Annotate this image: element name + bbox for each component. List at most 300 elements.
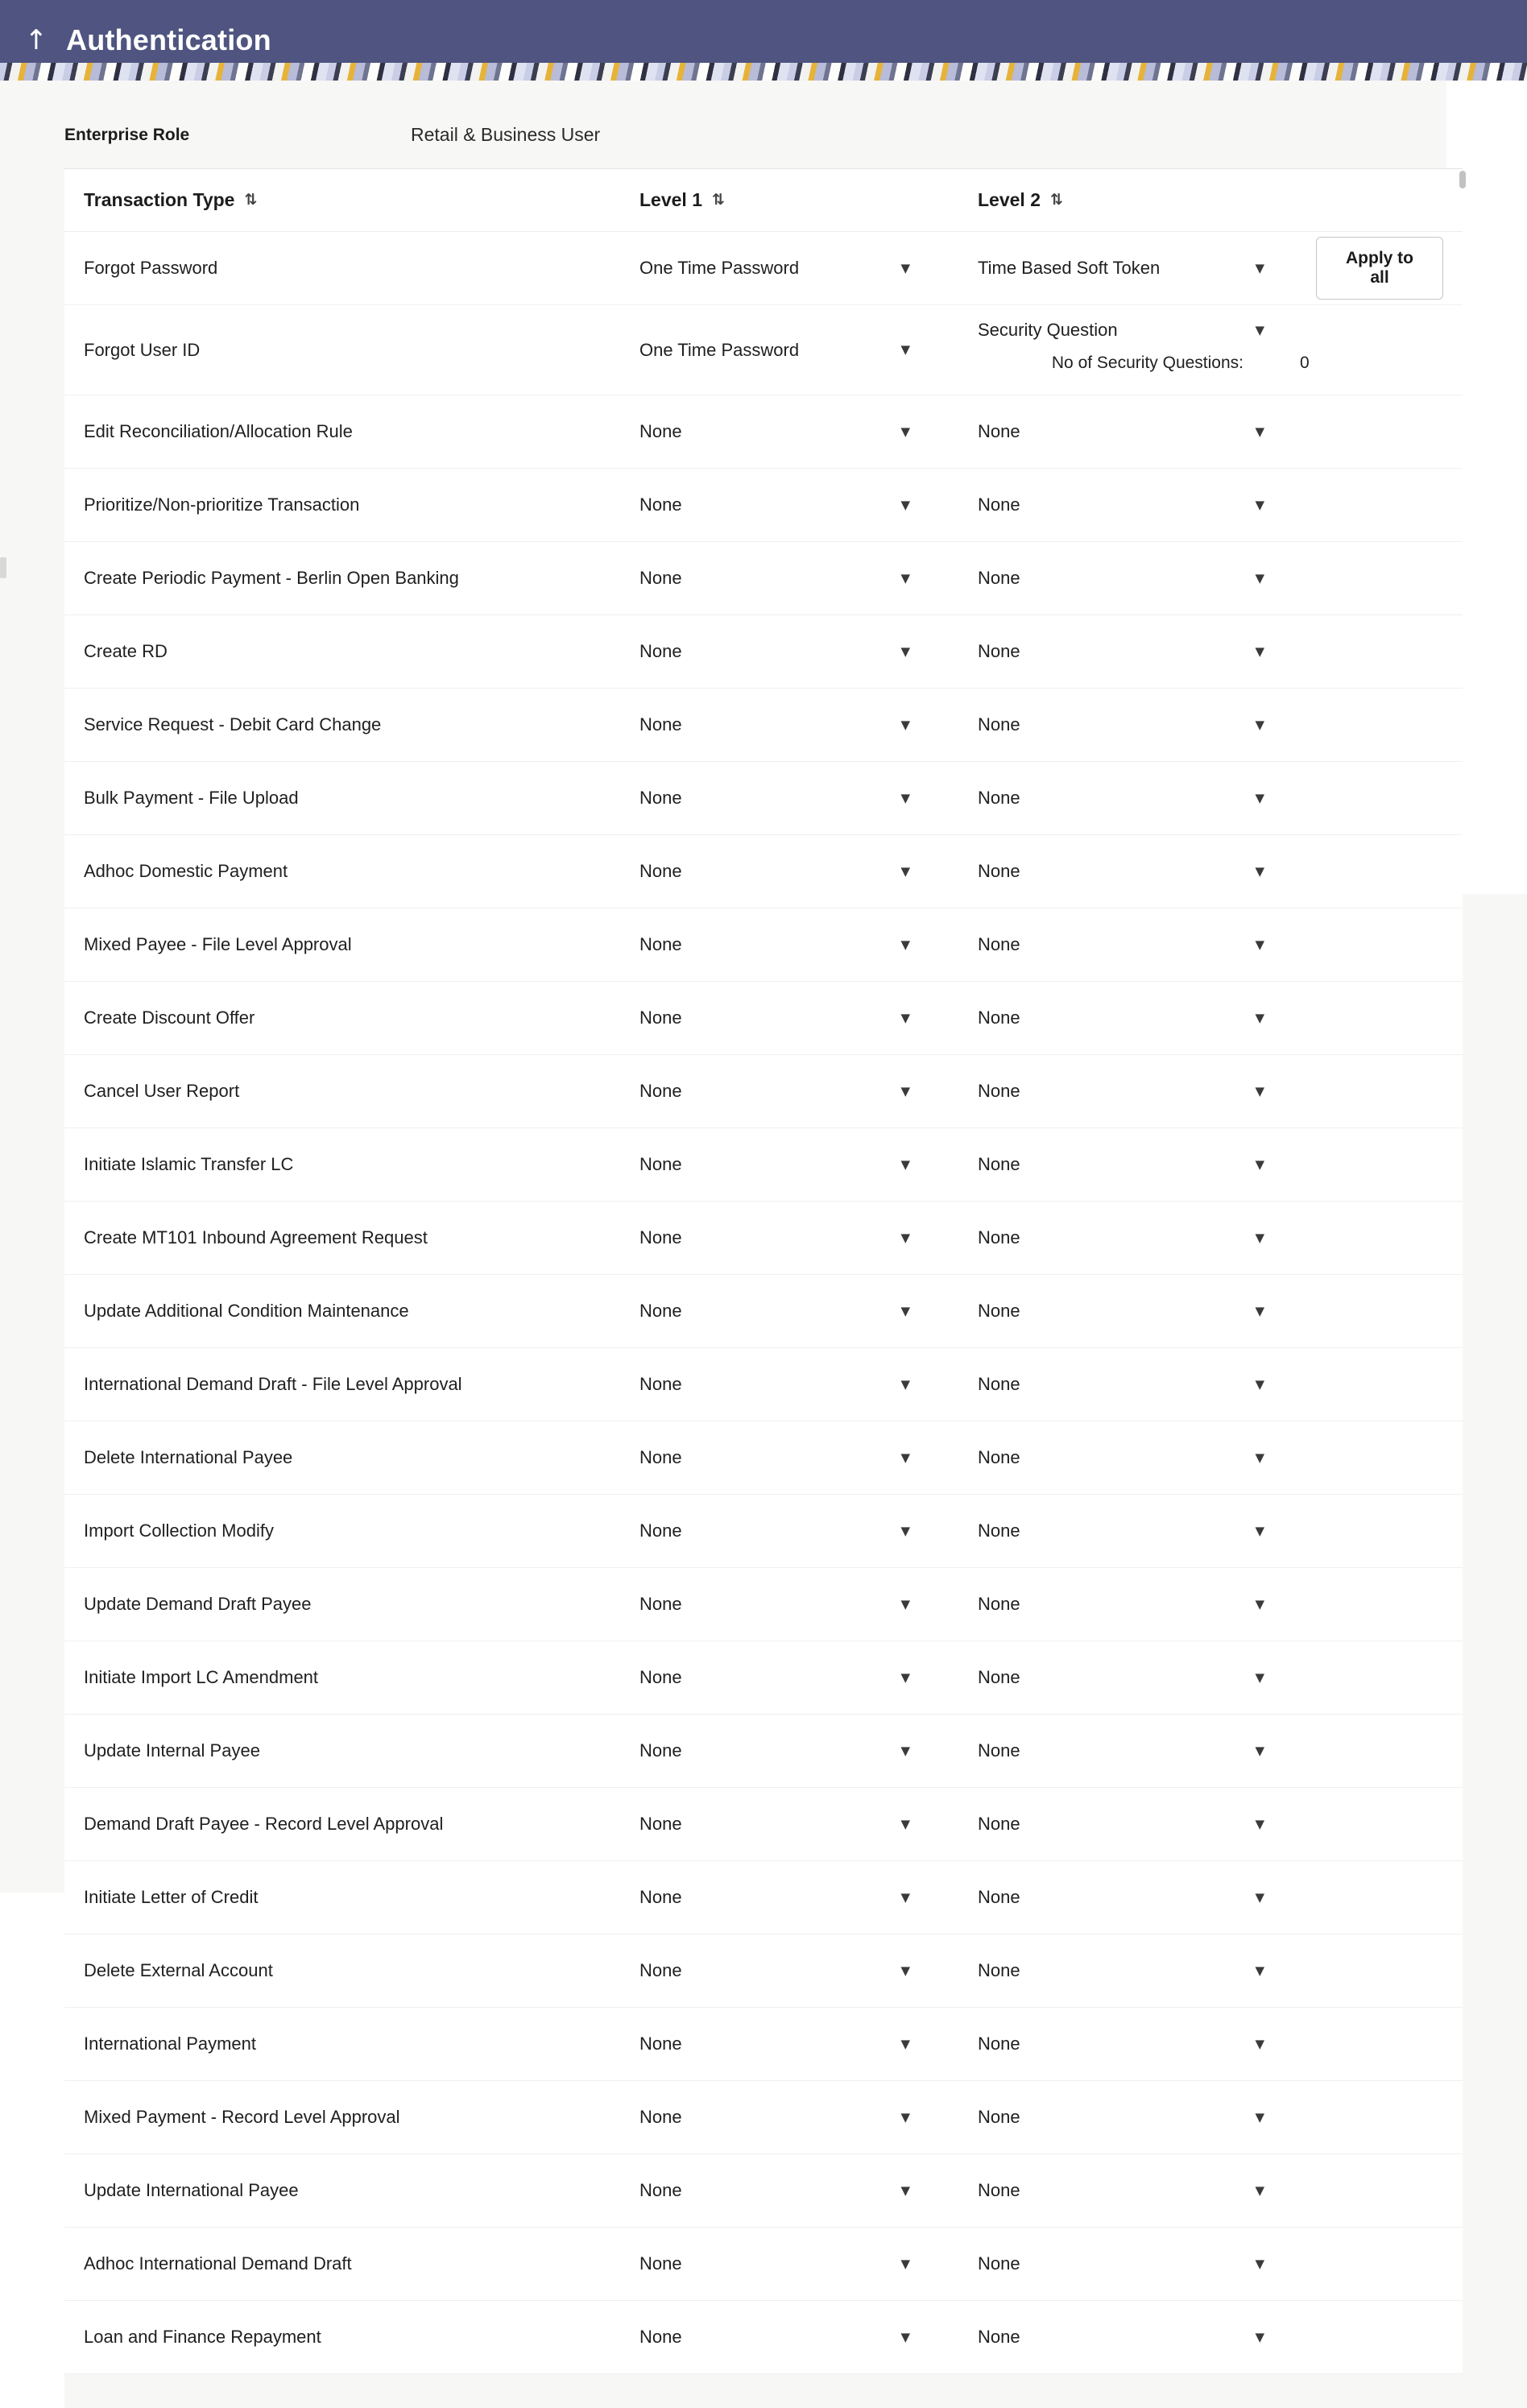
chevron-down-icon[interactable]: ▼ [900, 570, 910, 585]
chevron-down-icon[interactable]: ▼ [900, 2036, 910, 2051]
level-2-cell [978, 2034, 1316, 2054]
level-2-dropdown[interactable] [978, 1740, 1268, 1761]
level-2-dropdown[interactable] [978, 2327, 1268, 2348]
chevron-down-icon[interactable]: ▼ [1255, 1303, 1264, 1318]
level-1-cell [639, 1007, 978, 1028]
transaction-type-cell: Loan and Finance Repayment [84, 2327, 321, 2347]
level-1-dropdown[interactable] [639, 258, 913, 279]
transaction-type-cell: Create Periodic Payment - Berlin Open Banking [84, 568, 459, 588]
level-1-dropdown[interactable] [639, 1814, 913, 1835]
level-2-value: None [978, 1814, 1020, 1834]
level-2-dropdown[interactable] [978, 1007, 1268, 1028]
decorative-strip [0, 63, 1527, 81]
level-2-value: None [978, 1007, 1020, 1028]
chevron-down-icon[interactable]: ▼ [1255, 2036, 1264, 2051]
level-1-value: None [639, 1594, 682, 1614]
level-2-value: None [978, 1594, 1020, 1614]
level-1-cell [639, 1594, 978, 1615]
level-2-cell [978, 1667, 1316, 1688]
table-row [64, 982, 1463, 1055]
level-2-cell [978, 788, 1316, 809]
table-row [64, 542, 1463, 615]
level-1-cell [639, 1301, 978, 1322]
level-2-cell [978, 494, 1316, 515]
chevron-down-icon[interactable]: ▼ [1255, 1596, 1264, 1612]
level-1-cell [639, 1447, 978, 1468]
level-2-dropdown[interactable] [978, 2180, 1268, 2201]
level-2-cell [978, 258, 1316, 279]
level-2-cell [978, 1154, 1316, 1175]
chevron-down-icon[interactable]: ▼ [900, 790, 910, 805]
level-2-value: None [978, 1154, 1020, 1174]
level-1-dropdown[interactable] [639, 2107, 913, 2128]
transaction-type-cell: Cancel User Report [84, 1081, 240, 1101]
level-1-dropdown[interactable] [639, 1887, 913, 1908]
level-2-dropdown[interactable] [978, 2034, 1268, 2054]
level-2-value: None [978, 1081, 1020, 1101]
level-1-dropdown[interactable] [639, 2253, 913, 2274]
level-2-value: None [978, 1887, 1020, 1907]
level-1-value: None [639, 2107, 682, 2127]
sort-icon[interactable]: ⇅ [244, 191, 258, 209]
level-2-cell [978, 2180, 1316, 2201]
sort-icon[interactable]: ⇅ [712, 191, 725, 209]
level-2-value: None [978, 1667, 1020, 1687]
level-2-cell [978, 1740, 1316, 1761]
chevron-down-icon[interactable]: ▼ [900, 1450, 910, 1465]
chevron-down-icon[interactable]: ▼ [900, 342, 910, 357]
transaction-type-cell: Bulk Payment - File Upload [84, 788, 299, 808]
table-row [64, 689, 1463, 762]
level-2-dropdown[interactable] [978, 258, 1268, 279]
level-2-value: None [978, 1374, 1020, 1394]
level-1-cell [639, 934, 978, 955]
level-1-cell [639, 1374, 978, 1395]
level-2-value: None [978, 714, 1020, 734]
chevron-down-icon[interactable]: ▼ [900, 2183, 910, 2198]
level-1-value: None [639, 934, 682, 954]
level-1-dropdown[interactable] [639, 1081, 913, 1102]
level-1-dropdown[interactable] [639, 2327, 913, 2348]
level-1-value: None [639, 1814, 682, 1834]
level-2-value: None [978, 1960, 1020, 1980]
chevron-down-icon[interactable]: ▼ [1255, 1523, 1264, 1538]
transaction-type-cell: Delete External Account [84, 1960, 273, 1980]
table-row [64, 1275, 1463, 1348]
table-row [64, 1202, 1463, 1275]
chevron-down-icon[interactable]: ▼ [1255, 1376, 1264, 1392]
level-2-cell [978, 1374, 1316, 1395]
level-1-value: None [639, 1960, 682, 1980]
chevron-down-icon[interactable]: ▼ [900, 2329, 910, 2344]
chevron-down-icon[interactable]: ▼ [900, 643, 910, 659]
transaction-type-cell: Delete International Payee [84, 1447, 293, 1467]
level-1-value: None [639, 1521, 682, 1541]
chevron-down-icon[interactable]: ▼ [1255, 2256, 1264, 2271]
level-2-dropdown[interactable] [978, 1667, 1268, 1688]
transaction-type-cell: Create RD [84, 641, 168, 661]
chevron-down-icon[interactable]: ▼ [900, 1083, 910, 1098]
sort-icon[interactable]: ⇅ [1050, 191, 1063, 209]
level-1-value: None [639, 1740, 682, 1760]
level-1-cell [639, 1667, 978, 1688]
table-row [64, 762, 1463, 835]
level-1-value: None [639, 788, 682, 808]
level-1-dropdown[interactable] [639, 714, 913, 735]
level-2-value: None [978, 934, 1020, 954]
level-2-dropdown[interactable] [978, 1447, 1268, 1468]
table-row [64, 469, 1463, 542]
chevron-down-icon[interactable]: ▼ [900, 1963, 910, 1978]
level-2-dropdown[interactable] [978, 1960, 1268, 1981]
level-1-value: One Time Password [639, 339, 800, 360]
level-2-dropdown[interactable] [978, 1814, 1268, 1835]
level-2-value: None [978, 568, 1020, 588]
transaction-type-cell: International Demand Draft - File Level Approval [84, 1374, 462, 1394]
table-row [64, 1861, 1463, 1934]
page-title: Authentication [66, 23, 271, 56]
transaction-type-cell: Update Demand Draft Payee [84, 1594, 312, 1614]
chevron-down-icon[interactable]: ▼ [900, 1523, 910, 1538]
level-1-cell [639, 2034, 978, 2054]
transaction-type-cell: Forgot Password [84, 258, 218, 278]
chevron-down-icon[interactable]: ▼ [1255, 1669, 1264, 1685]
level-1-dropdown[interactable] [639, 1227, 913, 1248]
level-1-dropdown[interactable] [639, 641, 913, 662]
level-2-value: Time Based Soft Token [978, 258, 1161, 278]
security-questions-value: 0 [1300, 354, 1310, 372]
level-2-value: None [978, 2107, 1020, 2127]
transaction-type-cell: Initiate Import LC Amendment [84, 1667, 319, 1687]
level-1-dropdown[interactable] [639, 1667, 913, 1688]
level-1-value: None [639, 861, 682, 881]
table-row [64, 1128, 1463, 1202]
level-2-cell [978, 2107, 1316, 2128]
app-header [0, 0, 1527, 81]
chevron-down-icon[interactable]: ▼ [900, 2109, 910, 2125]
chevron-down-icon[interactable]: ▼ [1255, 1230, 1264, 1245]
level-1-dropdown[interactable] [639, 1301, 913, 1322]
level-2-value: None [978, 421, 1020, 441]
transaction-type-cell: Adhoc International Demand Draft [84, 2253, 352, 2274]
chevron-down-icon[interactable]: ▼ [900, 497, 910, 512]
level-1-cell [639, 1887, 978, 1908]
level-1-value: None [639, 1301, 682, 1321]
table-row [64, 2228, 1463, 2301]
transaction-type-cell: Initiate Islamic Transfer LC [84, 1154, 294, 1174]
level-2-cell [978, 861, 1316, 882]
level-1-cell [639, 1521, 978, 1541]
transaction-type-cell: Service Request - Debit Card Change [84, 714, 382, 734]
chevron-down-icon[interactable]: ▼ [1255, 2329, 1264, 2344]
chevron-down-icon[interactable]: ▼ [900, 863, 910, 879]
chevron-down-icon[interactable]: ▼ [900, 260, 910, 275]
level-1-dropdown[interactable] [639, 568, 913, 589]
chevron-down-icon[interactable]: ▼ [900, 937, 910, 952]
level-2-cell [978, 1594, 1316, 1615]
chevron-down-icon[interactable]: ▼ [1255, 643, 1264, 659]
transaction-type-cell: Update International Payee [84, 2180, 299, 2200]
level-2-dropdown[interactable] [978, 494, 1268, 515]
table-row [64, 1421, 1463, 1495]
table-row [64, 395, 1463, 469]
chevron-down-icon[interactable]: ▼ [900, 1743, 910, 1758]
level-2-cell [978, 934, 1316, 955]
level-1-dropdown[interactable] [639, 1007, 913, 1028]
level-2-cell [978, 1301, 1316, 1322]
level-1-dropdown[interactable] [639, 861, 913, 882]
chevron-down-icon[interactable]: ▼ [1255, 497, 1264, 512]
level-2-dropdown[interactable] [978, 861, 1268, 882]
chevron-down-icon[interactable]: ▼ [900, 1230, 910, 1245]
transaction-type-cell: Initiate Letter of Credit [84, 1887, 259, 1907]
level-1-cell [639, 421, 978, 442]
table-row [64, 2301, 1463, 2374]
level-1-value: None [639, 2253, 682, 2274]
level-1-value: None [639, 1227, 682, 1247]
level-1-cell [639, 1081, 978, 1102]
level-2-value: None [978, 2253, 1020, 2274]
level-2-dropdown[interactable] [978, 641, 1268, 662]
table-row [64, 908, 1463, 982]
level-1-value: None [639, 2034, 682, 2054]
chevron-down-icon[interactable]: ▼ [1255, 1010, 1264, 1025]
level-1-cell [639, 494, 978, 515]
column-header-level-1[interactable] [639, 189, 978, 211]
level-2-value: None [978, 2327, 1020, 2347]
level-2-value: Security Question [978, 320, 1118, 340]
level-1-value: None [639, 1154, 682, 1174]
chevron-down-icon[interactable]: ▼ [900, 2256, 910, 2271]
table-row [64, 615, 1463, 689]
chevron-down-icon[interactable]: ▼ [900, 1816, 910, 1831]
level-2-dropdown[interactable] [978, 1374, 1268, 1395]
page-body [0, 81, 1527, 2408]
level-1-dropdown[interactable] [639, 934, 913, 955]
level-1-value: None [639, 2327, 682, 2347]
column-header-level-2[interactable] [978, 189, 1316, 211]
chevron-down-icon[interactable]: ▼ [900, 424, 910, 439]
level-2-value: None [978, 2180, 1020, 2200]
level-1-dropdown[interactable] [639, 2180, 913, 2201]
chevron-down-icon[interactable]: ▼ [1255, 424, 1264, 439]
security-questions-row [978, 354, 1316, 373]
level-2-dropdown[interactable] [978, 1301, 1268, 1322]
level-2-dropdown[interactable] [978, 568, 1268, 589]
chevron-down-icon[interactable]: ▼ [1255, 570, 1264, 585]
level-1-dropdown[interactable] [639, 1594, 913, 1615]
table-row [64, 305, 1463, 395]
level-2-dropdown[interactable] [978, 934, 1268, 955]
chevron-down-icon[interactable]: ▼ [900, 1889, 910, 1905]
chevron-down-icon[interactable]: ▼ [1255, 717, 1264, 732]
table-header-row [64, 169, 1463, 232]
chevron-down-icon[interactable]: ▼ [1255, 2183, 1264, 2198]
table-row [64, 2081, 1463, 2154]
security-questions-label: No of Security Questions: [1051, 354, 1244, 372]
level-1-dropdown[interactable] [639, 1740, 913, 1761]
level-1-value: None [639, 1447, 682, 1467]
level-2-cell [978, 1960, 1316, 1981]
chevron-down-icon[interactable]: ▼ [1255, 1889, 1264, 1905]
level-1-value: None [639, 1667, 682, 1687]
level-1-cell [639, 861, 978, 882]
transaction-type-cell: Mixed Payment - Record Level Approval [84, 2107, 400, 2127]
level-2-value: None [978, 1227, 1020, 1247]
actions-cell [1316, 237, 1443, 300]
level-2-dropdown[interactable] [978, 1521, 1268, 1541]
level-1-cell [639, 1814, 978, 1835]
level-1-dropdown[interactable] [639, 2034, 913, 2054]
chevron-down-icon[interactable]: ▼ [1255, 1083, 1264, 1098]
enterprise-role-row [64, 81, 1463, 168]
table-rows-container [64, 395, 1463, 2374]
transaction-type-cell: Edit Reconciliation/Allocation Rule [84, 421, 353, 441]
chevron-down-icon[interactable]: ▼ [1255, 1450, 1264, 1465]
level-1-value: None [639, 1007, 682, 1028]
chevron-down-icon[interactable]: ▼ [900, 1303, 910, 1318]
table-row [64, 1568, 1463, 1641]
chevron-down-icon[interactable]: ▼ [1255, 863, 1264, 879]
chevron-down-icon[interactable]: ▼ [1255, 260, 1264, 275]
level-1-value: None [639, 421, 682, 441]
level-2-dropdown[interactable] [978, 1081, 1268, 1102]
column-header-level-2-label: Level 2 [978, 189, 1041, 210]
level-1-cell [639, 2253, 978, 2274]
level-1-cell [639, 568, 978, 589]
level-1-dropdown[interactable] [639, 1960, 913, 1981]
level-2-cell [978, 1447, 1316, 1468]
chevron-down-icon[interactable]: ▼ [1255, 1816, 1264, 1831]
level-1-cell [639, 788, 978, 809]
level-2-dropdown[interactable] [978, 1887, 1268, 1908]
chevron-down-icon[interactable]: ▼ [1255, 1743, 1264, 1758]
level-2-value: None [978, 1521, 1020, 1541]
transaction-type-cell: Update Internal Payee [84, 1740, 260, 1760]
table-row [64, 1348, 1463, 1421]
level-1-value: None [639, 1081, 682, 1101]
level-1-value: None [639, 714, 682, 734]
level-1-cell [639, 714, 978, 735]
level-2-cell [978, 1081, 1316, 1102]
transaction-type-cell: Forgot User ID [84, 339, 201, 360]
chevron-down-icon[interactable]: ▼ [1255, 1156, 1264, 1172]
enterprise-role-label: Enterprise Role [64, 125, 190, 144]
level-1-cell [639, 2180, 978, 2201]
level-2-dropdown[interactable] [978, 1154, 1268, 1175]
level-1-value: None [639, 1887, 682, 1907]
table-row [64, 1715, 1463, 1788]
chevron-down-icon[interactable]: ▼ [900, 1669, 910, 1685]
level-2-cell [978, 1887, 1316, 1908]
level-1-cell [639, 1740, 978, 1761]
level-2-cell [978, 421, 1316, 442]
level-1-value: None [639, 1374, 682, 1394]
level-1-dropdown[interactable] [639, 494, 913, 515]
level-2-cell [978, 1521, 1316, 1541]
transaction-type-cell: Mixed Payee - File Level Approval [84, 934, 352, 954]
level-2-value: None [978, 1447, 1020, 1467]
level-1-cell [639, 1154, 978, 1175]
level-1-value: None [639, 494, 682, 515]
apply-to-all-button[interactable]: Apply to all [1316, 237, 1443, 300]
transaction-type-cell: International Payment [84, 2034, 257, 2054]
column-header-transaction-type[interactable] [84, 189, 639, 211]
level-2-value: None [978, 1301, 1020, 1321]
transaction-type-cell: Create MT101 Inbound Agreement Request [84, 1227, 428, 1247]
level-2-value: None [978, 788, 1020, 808]
level-1-cell [639, 305, 978, 395]
table-row [64, 1495, 1463, 1568]
level-2-cell [978, 568, 1316, 589]
level-1-dropdown[interactable] [639, 1374, 913, 1395]
column-header-level-1-label: Level 1 [639, 189, 702, 210]
level-2-dropdown[interactable] [978, 2253, 1268, 2274]
level-1-value: None [639, 568, 682, 588]
level-2-dropdown[interactable] [978, 788, 1268, 809]
chevron-down-icon[interactable]: ▼ [1255, 790, 1264, 805]
level-1-cell [639, 258, 978, 279]
level-1-dropdown[interactable] [639, 1521, 913, 1541]
chevron-down-icon[interactable]: ▼ [900, 1376, 910, 1392]
level-1-value: One Time Password [639, 258, 800, 278]
level-1-value: None [639, 641, 682, 661]
chevron-down-icon[interactable]: ▼ [900, 1156, 910, 1172]
level-2-cell [978, 641, 1316, 662]
table-row [64, 1788, 1463, 1861]
level-2-cell [978, 714, 1316, 735]
transaction-type-cell: Import Collection Modify [84, 1521, 274, 1541]
level-2-cell [978, 1227, 1316, 1248]
level-1-dropdown[interactable] [639, 421, 913, 442]
level-1-dropdown[interactable] [639, 340, 913, 361]
transaction-type-cell: Adhoc Domestic Payment [84, 861, 288, 881]
level-1-dropdown[interactable] [639, 1154, 913, 1175]
transaction-type-cell: Update Additional Condition Maintenance [84, 1301, 409, 1321]
level-1-cell [639, 2327, 978, 2348]
chevron-down-icon[interactable]: ▼ [1255, 937, 1264, 952]
level-2-value: None [978, 861, 1020, 881]
level-1-dropdown[interactable] [639, 1447, 913, 1468]
level-2-cell [978, 1007, 1316, 1028]
level-2-dropdown[interactable] [978, 1227, 1268, 1248]
table-row [64, 1055, 1463, 1128]
vertical-scrollbar-thumb[interactable] [1459, 171, 1466, 188]
level-2-dropdown[interactable] [978, 714, 1268, 735]
chevron-down-icon[interactable]: ▼ [1255, 322, 1264, 337]
chevron-down-icon[interactable]: ▼ [1255, 1963, 1264, 1978]
chevron-down-icon[interactable]: ▼ [1255, 2109, 1264, 2125]
panel-collapse-handle[interactable] [0, 557, 6, 578]
chevron-down-icon[interactable]: ▼ [900, 1596, 910, 1612]
content-area [0, 81, 1527, 2374]
level-2-dropdown[interactable] [978, 421, 1268, 442]
actions-cell [1316, 305, 1443, 395]
chevron-down-icon[interactable]: ▼ [900, 1010, 910, 1025]
table-row [64, 1641, 1463, 1715]
level-1-value: None [639, 2180, 682, 2200]
chevron-down-icon[interactable]: ▼ [900, 717, 910, 732]
authentication-table [64, 168, 1463, 2374]
level-1-cell [639, 1227, 978, 1248]
table-row [64, 232, 1463, 305]
up-arrow-icon[interactable]: ↑ [24, 24, 48, 56]
level-1-dropdown[interactable] [639, 788, 913, 809]
level-2-dropdown[interactable] [978, 320, 1268, 341]
level-2-value: None [978, 494, 1020, 515]
level-2-dropdown[interactable] [978, 2107, 1268, 2128]
level-2-dropdown[interactable] [978, 1594, 1268, 1615]
